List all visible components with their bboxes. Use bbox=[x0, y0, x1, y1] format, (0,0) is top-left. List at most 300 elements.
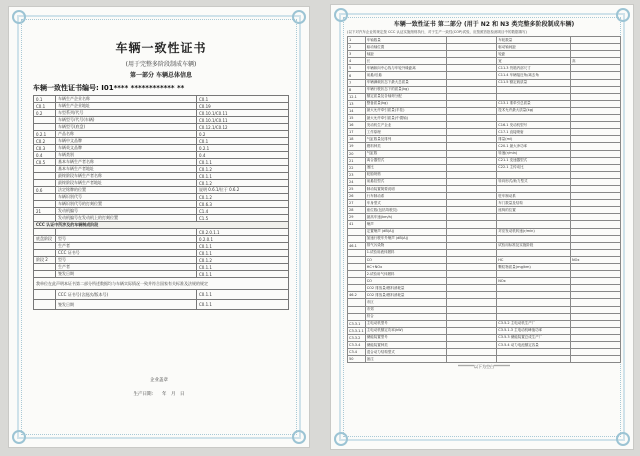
item-label: 发动机编号在发动机上的打刻位置 bbox=[56, 215, 197, 222]
table-row bbox=[34, 300, 289, 310]
item-value-2 bbox=[571, 342, 621, 349]
item-label-2: 驻车制动系 bbox=[497, 193, 571, 200]
item-value bbox=[447, 193, 497, 200]
item-value bbox=[447, 58, 497, 65]
item-value: 说明 0.6.1/位于 0.6.2 bbox=[197, 187, 289, 194]
table-row bbox=[348, 327, 621, 334]
item-value bbox=[447, 100, 497, 107]
stage-name bbox=[34, 229, 56, 236]
item-value bbox=[447, 214, 497, 221]
item-label-2 bbox=[497, 313, 571, 320]
item-number: 25 bbox=[348, 185, 366, 192]
item-number: 0.2 bbox=[34, 110, 56, 117]
item-label: 加速行驶车外噪声 (dB(A)) bbox=[365, 235, 447, 242]
item-label-2 bbox=[497, 271, 571, 278]
item-label: 座位数(包括驾驶员) bbox=[365, 207, 447, 214]
item-value-2 bbox=[571, 65, 621, 72]
part-two-subtitle: (以下对汽车企业的规定按 CCC 认证实施细则执行，对于生产一致性(COP)试验，应按照首批检测项目中的数据填写) bbox=[347, 30, 527, 34]
item-number bbox=[348, 278, 366, 285]
table-row bbox=[348, 65, 621, 72]
item-label: CO2 排放量/燃料消耗量 bbox=[365, 292, 447, 299]
table-row bbox=[34, 290, 289, 300]
item-label: 车辆型号(底盘) bbox=[56, 124, 197, 131]
item-value: C0.1.2 bbox=[197, 194, 289, 201]
item-label-2: 颗粒物质量(mg/km) bbox=[497, 264, 571, 271]
item-value-2 bbox=[571, 221, 621, 228]
item-value bbox=[447, 79, 497, 86]
table-row bbox=[34, 96, 289, 103]
item-label-2: 座椅的位置 bbox=[497, 207, 571, 214]
stage-name: 底盘阶段 bbox=[34, 236, 56, 243]
item-label: 噪声 bbox=[365, 221, 447, 228]
item-number: 28 bbox=[348, 207, 366, 214]
item-value-2 bbox=[571, 143, 621, 150]
item-label-2: C11.3 货箱内部尺寸 bbox=[497, 65, 571, 72]
item-label-2: 轮距 bbox=[497, 51, 571, 58]
item-value-2 bbox=[571, 37, 621, 44]
table-row bbox=[34, 110, 289, 117]
item-value: C0.1.1 bbox=[197, 159, 289, 166]
item-value-2 bbox=[571, 44, 621, 51]
item-label: 车辆识别代号 bbox=[56, 194, 197, 201]
item-label: 主电动机型号 bbox=[365, 320, 447, 327]
item-label: HC+NOx bbox=[365, 264, 447, 271]
item-number: 22 bbox=[348, 164, 366, 171]
item-number bbox=[348, 249, 366, 256]
item-value bbox=[447, 313, 497, 320]
item-value-2 bbox=[571, 115, 621, 122]
item-label: 前悬挂型式 bbox=[365, 178, 447, 185]
item-value: C0.1.1 bbox=[197, 173, 289, 180]
item-label: 最大允许牵引质量(中置轴) bbox=[365, 115, 447, 122]
item-label: 车辆行驶状态下的质量(kg) bbox=[365, 86, 447, 93]
item-label: 基本车辆生产者地址 bbox=[56, 166, 197, 173]
item-label-2: 车轮数量 bbox=[497, 37, 571, 44]
item-value bbox=[447, 86, 497, 93]
item-label: 气缸数 bbox=[365, 150, 447, 157]
item-number bbox=[34, 180, 56, 187]
item-value bbox=[447, 306, 497, 313]
item-value bbox=[447, 178, 497, 185]
table-row bbox=[348, 264, 621, 271]
corner-ornament-icon bbox=[12, 10, 26, 24]
item-number bbox=[34, 215, 56, 222]
item-value: C0.1.1 bbox=[197, 300, 289, 310]
table-row bbox=[348, 178, 621, 185]
item-value-2 bbox=[571, 107, 621, 114]
item-value: C0.6.3 bbox=[197, 201, 289, 208]
table-row bbox=[348, 207, 621, 214]
item-label: 速比 bbox=[365, 164, 447, 171]
table-row bbox=[348, 100, 621, 107]
item-label: 混合动力结构型式 bbox=[365, 349, 447, 356]
item-label-2: 试验用标准及实施阶段 bbox=[497, 242, 571, 249]
item-value bbox=[447, 235, 497, 242]
item-value-2 bbox=[571, 79, 621, 86]
item-value: C0.1.1 bbox=[197, 290, 289, 300]
corner-ornament-icon bbox=[334, 432, 348, 446]
item-label: 定置噪声 (dB(A)) bbox=[365, 228, 447, 235]
item-label: CCC 证书号(含批次/版本号) bbox=[56, 290, 197, 300]
item-value bbox=[447, 292, 497, 299]
table-row bbox=[348, 285, 621, 292]
item-number: 0.4 bbox=[34, 152, 56, 159]
table-row bbox=[348, 320, 621, 327]
item-number: 7 bbox=[348, 79, 366, 86]
blank-end-marker: ********以下为空白******** bbox=[458, 364, 510, 370]
item-value: 0.2.1 bbox=[197, 145, 289, 152]
item-number: 46.1 bbox=[348, 242, 366, 249]
item-value-2 bbox=[571, 235, 621, 242]
item-value-2 bbox=[571, 157, 621, 164]
item-label: 产品名称 bbox=[56, 131, 197, 138]
item-value-2 bbox=[571, 129, 621, 136]
table-row bbox=[348, 200, 621, 207]
item-number: 15 bbox=[348, 115, 366, 122]
item-value bbox=[447, 157, 497, 164]
item-value-2 bbox=[571, 136, 621, 143]
item-number: 1 bbox=[348, 37, 366, 44]
item-label: 排气污染物 bbox=[365, 242, 447, 249]
item-label: 行车制动系 bbox=[365, 193, 447, 200]
table-row bbox=[34, 208, 289, 215]
stage-field bbox=[56, 229, 197, 236]
item-value bbox=[447, 171, 497, 178]
item-value bbox=[447, 271, 497, 278]
item-label: 车辆型号/代号(车辆) bbox=[56, 117, 197, 124]
item-label-2: 转速(r/min) bbox=[497, 150, 571, 157]
item-label: 车辆生产企业名称 bbox=[56, 96, 197, 103]
item-number: 8 bbox=[348, 86, 366, 93]
item-label: 法定铭牌的位置 bbox=[56, 187, 197, 194]
item-value-2 bbox=[571, 306, 621, 313]
item-value: C1.4 bbox=[197, 208, 289, 215]
item-number: 21 bbox=[348, 157, 366, 164]
page-1-content bbox=[33, 39, 289, 310]
corner-ornament-icon bbox=[616, 432, 630, 446]
item-number: C0.1 bbox=[34, 103, 56, 110]
item-number bbox=[348, 299, 366, 306]
stage-field: 型号 bbox=[56, 257, 197, 264]
item-label-2 bbox=[497, 93, 571, 100]
item-label: 气缸数量及排列 bbox=[365, 136, 447, 143]
item-value bbox=[447, 51, 497, 58]
item-label-2: 转向形式/助力型式 bbox=[497, 178, 571, 185]
item-value bbox=[447, 72, 497, 79]
table-row bbox=[34, 103, 289, 110]
item-value-2 bbox=[571, 122, 621, 129]
table-row bbox=[34, 194, 289, 201]
item-value: C0.12.1/C0.12 bbox=[197, 124, 289, 131]
item-number: C0.2 bbox=[34, 138, 56, 145]
item-value-2 bbox=[571, 51, 621, 58]
item-number bbox=[34, 194, 56, 201]
item-value-2 bbox=[571, 292, 621, 299]
item-number bbox=[34, 166, 56, 173]
item-number: 12.1 bbox=[348, 93, 366, 100]
table-row bbox=[34, 159, 289, 166]
table-row bbox=[348, 79, 621, 86]
table-row bbox=[34, 271, 289, 278]
item-label-2 bbox=[497, 356, 571, 363]
table-row bbox=[348, 122, 621, 129]
table-row bbox=[34, 229, 289, 236]
corner-ornament-icon bbox=[12, 430, 26, 444]
item-value-2 bbox=[571, 327, 621, 334]
item-label-2 bbox=[497, 292, 571, 299]
item-number: 50 bbox=[348, 356, 366, 363]
item-value-2: 高 bbox=[571, 58, 621, 65]
item-value-2 bbox=[571, 185, 621, 192]
item-label-2 bbox=[497, 115, 571, 122]
table-row bbox=[34, 152, 289, 159]
item-label: 最终阶段车辆生产者名称 bbox=[56, 173, 197, 180]
table-row bbox=[348, 334, 621, 341]
table-row bbox=[348, 72, 621, 79]
table-row bbox=[348, 58, 621, 65]
item-label: 车辆纵向中心线与车轮外缘距离 bbox=[365, 65, 447, 72]
item-value: C0.10.1/C0.11 bbox=[197, 117, 289, 124]
item-label: 发动机编号 bbox=[56, 208, 197, 215]
item-label-2: C20.1 最大净功率 bbox=[497, 143, 571, 150]
table-row bbox=[348, 349, 621, 356]
table-row bbox=[348, 93, 621, 100]
item-label: 2.试验用气体燃料 bbox=[365, 271, 447, 278]
table-row bbox=[348, 249, 621, 256]
table-row bbox=[348, 271, 621, 278]
item-label: 前悬/后悬 bbox=[365, 72, 447, 79]
stage-value: C0.2.0.1.1 bbox=[197, 229, 289, 236]
table-row bbox=[34, 243, 289, 250]
item-label-2 bbox=[497, 349, 571, 356]
table-row bbox=[348, 256, 621, 263]
table-row bbox=[348, 299, 621, 306]
stage-name bbox=[34, 250, 56, 257]
item-number: C3.3.1 bbox=[348, 320, 366, 327]
item-number: 41 bbox=[348, 221, 366, 228]
table-row bbox=[348, 356, 621, 363]
table-row bbox=[348, 221, 621, 228]
item-value: C0.1.2 bbox=[197, 180, 289, 187]
item-value bbox=[447, 143, 497, 150]
item-number: C3.3.4 bbox=[348, 342, 366, 349]
item-value bbox=[447, 136, 497, 143]
stage-value: C0.1.1 bbox=[197, 250, 289, 257]
item-value bbox=[447, 356, 497, 363]
item-value bbox=[447, 327, 497, 334]
item-value bbox=[447, 200, 497, 207]
item-number bbox=[348, 271, 366, 278]
table-row bbox=[34, 173, 289, 180]
item-value bbox=[447, 278, 497, 285]
item-label: 轴距 bbox=[365, 51, 447, 58]
table-row bbox=[348, 342, 621, 349]
item-label: 车辆类别 bbox=[56, 152, 197, 159]
stage-field: 生产者 bbox=[56, 243, 197, 250]
certificate-page-2 bbox=[330, 4, 634, 450]
item-number: 23 bbox=[348, 171, 366, 178]
item-label: 长 bbox=[365, 58, 447, 65]
item-label-2: C21.1 变速器型式 bbox=[497, 157, 571, 164]
item-label-2 bbox=[497, 221, 571, 228]
item-number bbox=[34, 173, 56, 180]
item-label-2 bbox=[497, 299, 571, 306]
item-value: 0.4 bbox=[197, 152, 289, 159]
item-value-2 bbox=[571, 93, 621, 100]
item-label-2: C11.4 车辆接近角/离去角 bbox=[497, 72, 571, 79]
item-label: 车型系列/代号 bbox=[56, 110, 197, 117]
item-value-2: NOx bbox=[571, 256, 621, 263]
item-value-2 bbox=[571, 242, 621, 249]
item-value-2 bbox=[571, 228, 621, 235]
item-label-2: 车门数量及结构 bbox=[497, 200, 571, 207]
item-value bbox=[447, 129, 497, 136]
item-value bbox=[447, 249, 497, 256]
item-value bbox=[447, 150, 497, 157]
stage-name bbox=[34, 243, 56, 250]
item-label: 基本车辆生产者名称 bbox=[56, 159, 197, 166]
table-row bbox=[348, 143, 621, 150]
item-label: 制动装置简要说明 bbox=[365, 185, 447, 192]
item-value-2 bbox=[571, 264, 621, 271]
item-label-2: C16.1 发动机型号 bbox=[497, 122, 571, 129]
page-2-content bbox=[347, 19, 621, 370]
item-value-2 bbox=[571, 200, 621, 207]
item-number: 0.2.1 bbox=[34, 131, 56, 138]
item-number: 26 bbox=[348, 193, 366, 200]
corner-ornament-icon bbox=[292, 430, 306, 444]
item-label-2: C3.5.4 动力电池额定容量 bbox=[497, 342, 571, 349]
item-label: 储能装置种类 bbox=[365, 342, 447, 349]
item-number: 4 bbox=[348, 58, 366, 65]
spacer-cell bbox=[34, 300, 56, 310]
item-number bbox=[34, 201, 56, 208]
item-value: 0.2 bbox=[197, 131, 289, 138]
table-row bbox=[34, 215, 289, 222]
table-row bbox=[348, 193, 621, 200]
item-number: 24 bbox=[348, 178, 366, 185]
item-value bbox=[447, 122, 497, 129]
declaration-text: 我单位在此声明本证书第二部分所述数据均与车辆实际情况一致并符合国家有关标准及法规的规定 bbox=[34, 278, 289, 290]
item-value-2 bbox=[571, 214, 621, 221]
item-value-2 bbox=[571, 150, 621, 157]
table-row bbox=[34, 236, 289, 243]
item-number: 16 bbox=[348, 122, 366, 129]
table-row bbox=[34, 201, 289, 208]
item-value bbox=[447, 207, 497, 214]
item-label-2: 排量(ml) bbox=[497, 136, 571, 143]
technical-data-table bbox=[347, 36, 621, 363]
item-number: 0.6 bbox=[34, 187, 56, 194]
item-label-2: C13.1 准牵引总质量 bbox=[497, 100, 571, 107]
item-label: 车辆中文品牌 bbox=[56, 138, 197, 145]
item-label: CO2 排放量/燃料消耗量 bbox=[365, 285, 447, 292]
item-number bbox=[348, 235, 366, 242]
item-value bbox=[447, 285, 497, 292]
stage-field: 生产者 bbox=[56, 264, 197, 271]
item-number: 13 bbox=[348, 100, 366, 107]
item-number: 20 bbox=[348, 150, 366, 157]
item-value-2 bbox=[571, 349, 621, 356]
item-value bbox=[447, 107, 497, 114]
item-value bbox=[447, 334, 497, 341]
table-row bbox=[348, 278, 621, 285]
item-label-2 bbox=[497, 306, 571, 313]
item-value bbox=[447, 37, 497, 44]
item-label: 工作原理 bbox=[365, 129, 447, 136]
item-label: 最高车速(km/h) bbox=[365, 214, 447, 221]
item-value bbox=[447, 299, 497, 306]
item-number: C3.4 bbox=[348, 349, 366, 356]
item-label: 1.试验用液体燃料 bbox=[365, 249, 447, 256]
table-row bbox=[34, 138, 289, 145]
item-label: 驱动轴位置 bbox=[365, 44, 447, 51]
table-row bbox=[348, 115, 621, 122]
item-value-2 bbox=[571, 178, 621, 185]
item-label-2 bbox=[497, 249, 571, 256]
item-value-2 bbox=[571, 285, 621, 292]
item-number: 29 bbox=[348, 214, 366, 221]
item-label: 车身型式 bbox=[365, 200, 447, 207]
certificate-subtitle: (用于完整多阶段制成车辆) bbox=[125, 61, 197, 68]
item-number bbox=[348, 256, 366, 263]
item-label-2: 宽 bbox=[497, 58, 571, 65]
item-label-2: C3.5.3 储能装置总成生产厂 bbox=[497, 334, 571, 341]
item-label-2: C11.5 额定载质量 bbox=[497, 79, 571, 86]
part-heading: 第一部分 车辆总体信息 bbox=[129, 72, 193, 79]
table-row bbox=[348, 228, 621, 235]
corner-ornament-icon bbox=[334, 8, 348, 22]
item-label: CO bbox=[365, 278, 447, 285]
item-value bbox=[447, 93, 497, 100]
item-number: C3.3.1.1 bbox=[349, 328, 364, 333]
table-row bbox=[348, 136, 621, 143]
item-value bbox=[447, 164, 497, 171]
item-label-2: 驱动轴间距 bbox=[497, 44, 571, 51]
table-row bbox=[348, 313, 621, 320]
stage-value: C0.1.1 bbox=[197, 243, 289, 250]
item-number: 17 bbox=[348, 129, 366, 136]
spacer-cell bbox=[34, 290, 56, 300]
item-value: C0.1.2 bbox=[197, 166, 289, 173]
item-label-2 bbox=[497, 235, 571, 242]
table-row bbox=[348, 242, 621, 249]
item-number: 18 bbox=[348, 136, 366, 143]
item-value bbox=[447, 349, 497, 356]
item-label-2 bbox=[497, 214, 571, 221]
item-number: 19 bbox=[348, 143, 366, 150]
item-label: 主电动机额定功率(kW) bbox=[365, 327, 447, 334]
item-value-2 bbox=[571, 100, 621, 107]
item-number: 5 bbox=[348, 65, 366, 72]
stage-name: 阶段 2 bbox=[34, 257, 56, 264]
item-value bbox=[447, 256, 497, 263]
declaration-row bbox=[34, 278, 289, 290]
table-row bbox=[348, 86, 621, 93]
table-row bbox=[34, 166, 289, 173]
table-row bbox=[348, 185, 621, 192]
item-value: C0.1 bbox=[197, 96, 289, 103]
table-row bbox=[348, 51, 621, 58]
item-label: 额定质量及各轴荷分配 bbox=[365, 93, 447, 100]
company-seal-label: 企业盖章 bbox=[150, 378, 168, 383]
item-label: 最终阶段车辆生产者地址 bbox=[56, 180, 197, 187]
table-row bbox=[348, 37, 621, 44]
item-value-2 bbox=[571, 86, 621, 93]
stage-field: 签发日期 bbox=[56, 271, 197, 278]
item-label: 整备质量(kg) bbox=[365, 100, 447, 107]
item-number: 6 bbox=[348, 72, 366, 79]
